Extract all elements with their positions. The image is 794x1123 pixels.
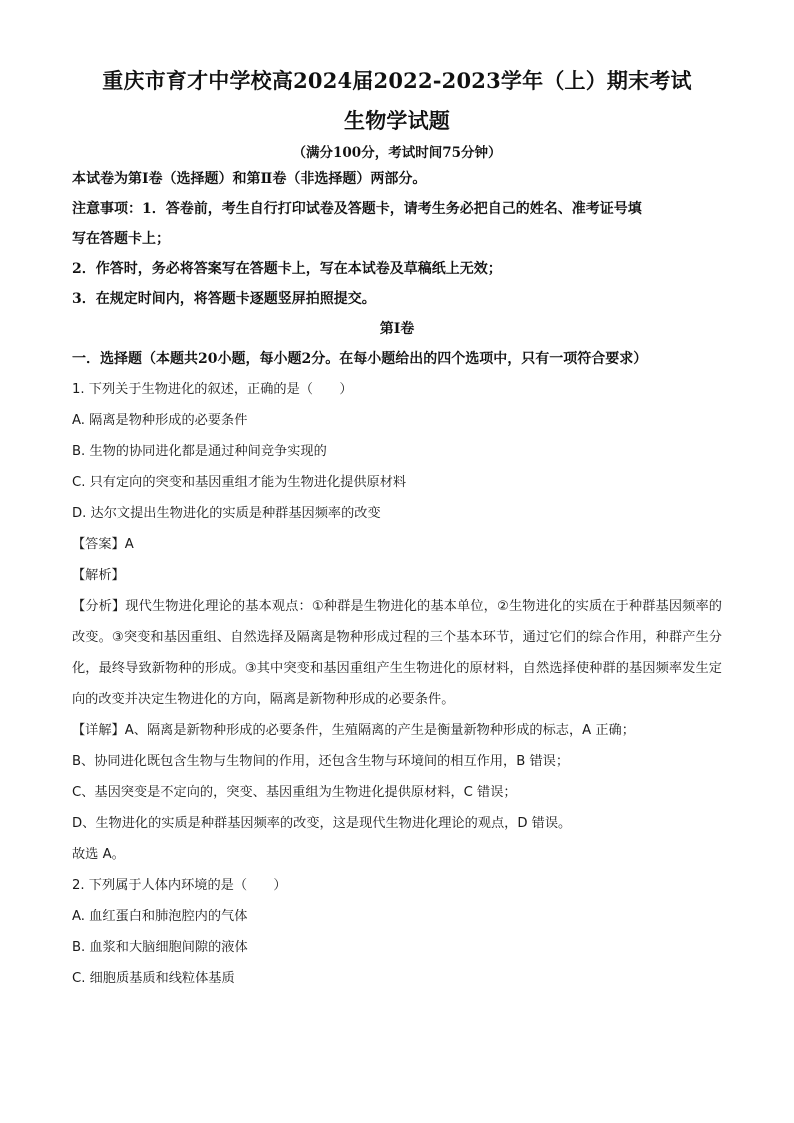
question-2-option-a: A. 血红蛋白和肺泡腔内的气体 [72, 909, 248, 924]
question-1-analysis-label: 【解析】 [72, 568, 125, 583]
question-1-option-c: C. 只有定向的突变和基因重组才能为生物进化提供原材料 [72, 475, 407, 490]
notice-item-1-line-1: 注意事项：1．答卷前，考生自行打印试卷及答题卡，请考生务必把自己的姓名、准考证号填 [72, 201, 642, 217]
notice-item-2: 2．作答时，务必将答案写在答题卡上，写在本试卷及草稿纸上无效； [72, 261, 502, 277]
question-1-analysis: 【分析】现代生物进化理论的基本观点：①种群是生物进化的基本单位，②生物进化的实质在于种群基因频率的改变。③突变和基因重组、自然选择及隔离是物种形成过程的三个基本环节，通过它们的综合作用，种群产生分化，最终导致新物种的形成。③其中突变和基因重组产生生物进化的原材料，自然选择使种群的基因频率发生定向的改变并决定生物进化的方向，隔离是新物种形成的必要条件。 [72, 599, 722, 707]
question-1-answer: 【答案】A [72, 537, 134, 552]
notice-item-3: 3．在规定时间内，将答题卡逐题竖屏拍照提交。 [72, 291, 376, 307]
question-1-stem: 1. 下列关于生物进化的叙述，正确的是（ ） [72, 382, 353, 397]
question-1-option-a: A. 隔离是物种形成的必要条件 [72, 413, 248, 428]
section-title: 第Ⅰ卷 [379, 321, 415, 337]
notice-item-1-line-2: 写在答题卡上； [72, 231, 170, 247]
question-1-detail-b: B、协同进化既包含生物与生物间的作用，还包含生物与环境间的相互作用，B 错误； [72, 754, 570, 769]
question-2-stem: 2. 下列属于人体内环境的是（ ） [72, 878, 287, 893]
exam-intro: 本试卷为第Ⅰ卷（选择题）和第Ⅱ卷（非选择题）两部分。 [72, 171, 427, 187]
question-2-option-c: C. 细胞质基质和线粒体基质 [72, 971, 235, 986]
question-1-detail-a: 【详解】A、隔离是新物种形成的必要条件，生殖隔离的产生是衡量新物种形成的标志，A 正确； [72, 723, 635, 738]
exam-title: 重庆市育才中学校高2024届2022-2023学年（上）期末考试 [102, 68, 692, 93]
question-1-detail-c: C、基因突变是不定向的，突变、基因重组为生物进化提供原材料，C 错误； [72, 785, 517, 800]
exam-subject-title: 生物学试题 [344, 108, 450, 133]
section-heading: 一．选择题（本题共20小题，每小题2分。在每小题给出的四个选项中，只有一项符合要求） [72, 351, 648, 367]
question-1-detail-d: D、生物进化的实质是种群基因频率的改变，这是现代生物进化理论的观点，D 错误。 [72, 816, 572, 831]
question-1-conclusion: 故选 A。 [72, 847, 125, 862]
question-2-option-b: B. 血浆和大脑细胞间隙的液体 [72, 940, 248, 955]
question-1-option-b: B. 生物的协同进化都是通过种间竞争实现的 [72, 444, 327, 459]
question-1-option-d: D. 达尔文提出生物进化的实质是种群基因频率的改变 [72, 506, 381, 521]
exam-duration-note: （满分100分，考试时间75分钟） [292, 145, 502, 161]
